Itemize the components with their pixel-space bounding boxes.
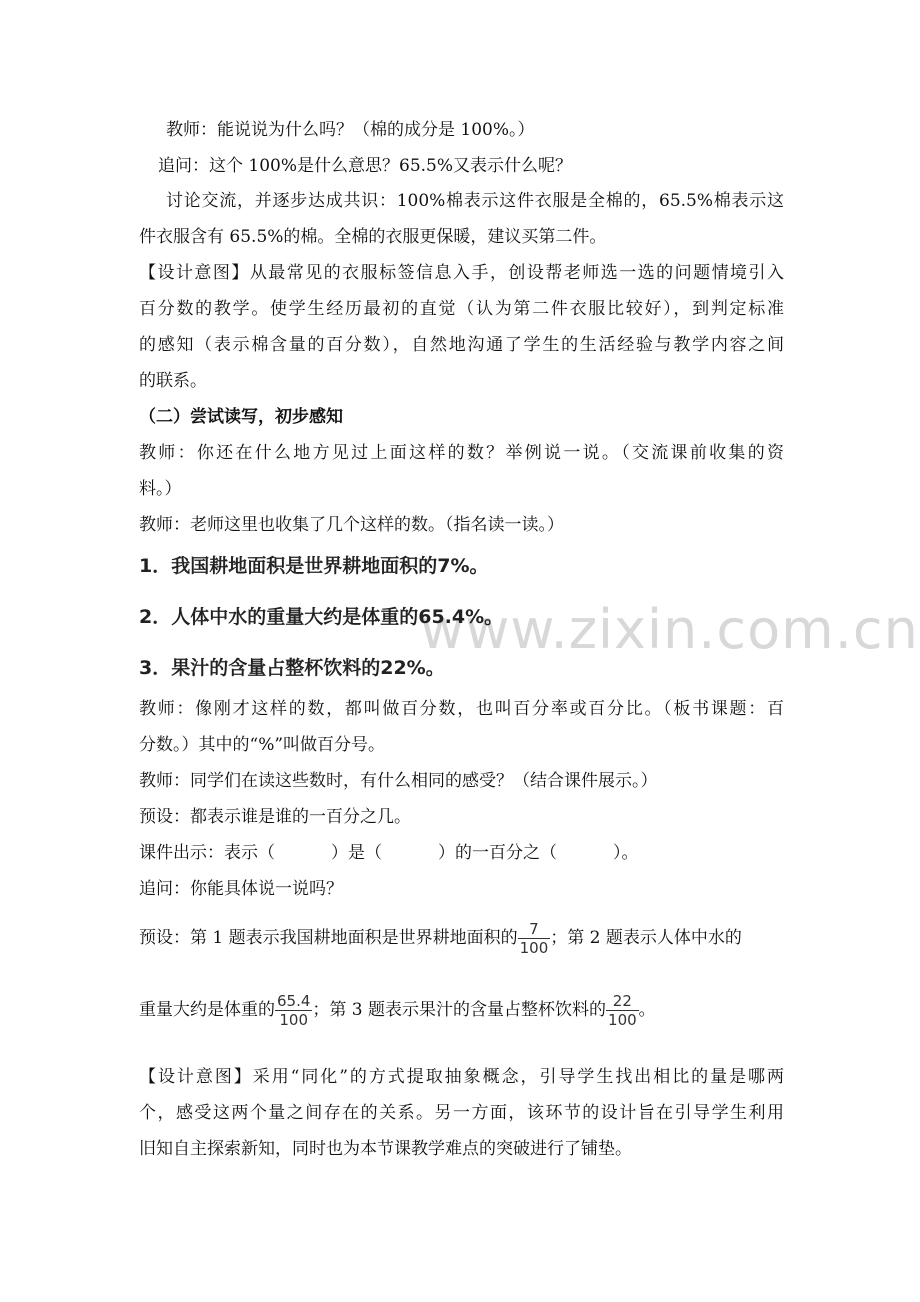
preset-explain-text-5: 。 bbox=[638, 1000, 656, 1020]
design-intent2-line2: 个，感受这两个量之间存在的关系。另一方面，该环节的设计旨在引导学生利用 bbox=[139, 1103, 784, 1123]
paragraph-definition-line1: 教师：像刚才这样的数，都叫做百分数，也叫百分率或百分比。（板书课题：百 bbox=[139, 699, 784, 719]
example-item-1: 1．我国耕地面积是世界耕地面积的7%。 bbox=[139, 555, 489, 577]
paragraph-discussion-line1: 讨论交流，并逐步达成共识：100%棉表示这件衣服是全棉的，65.5%棉表示这 bbox=[166, 191, 784, 211]
courseware-text-1: 课件出示：表示（ bbox=[139, 843, 275, 863]
preset-explain-text-4: ；第 3 题表示果汁的含量占整杯饮料的 bbox=[312, 1000, 607, 1020]
design-intent-line4: 的联系。 bbox=[139, 371, 207, 391]
design-intent-line3: 的感知（表示棉含量的百分数），自然地沟通了学生的生活经验与教学内容之间 bbox=[139, 335, 784, 355]
example-item-2: 2．人体中水的重量大约是体重的65.4%。 bbox=[139, 606, 504, 628]
paragraph-teacher-examples-line2: 料。） bbox=[139, 479, 182, 499]
paragraph-preset-explain-line2 bbox=[139, 992, 784, 1029]
design-intent2-line3: 旧知自主探索新知，同时也为本节课教学难点的突破进行了铺垫。 bbox=[139, 1139, 632, 1159]
watermark: www.zixin.com.cn bbox=[420, 598, 919, 661]
paragraph-definition-line2: 分数。）其中的“%”叫做百分号。 bbox=[139, 735, 386, 755]
fraction-7-over-100: $\frac{7}{100}$ bbox=[519, 920, 549, 957]
paragraph-teacher-why: 教师：能说说为什么吗？（棉的成分是 100%。） bbox=[166, 120, 535, 140]
paragraph-teacher-feeling: 教师：同学们在读这些数时，有什么相同的感受？（结合课件展示。） bbox=[139, 771, 658, 791]
paragraph-preset-explain-line1 bbox=[139, 920, 784, 957]
paragraph-teacher-examples-line1: 教师：你还在什么地方见过上面这样的数？举例说一说。（交流课前收集的资 bbox=[139, 443, 784, 463]
paragraph-followup-question: 追问：这个 100%是什么意思？65.5%又表示什么呢？ bbox=[158, 156, 573, 176]
paragraph-courseware bbox=[139, 841, 784, 865]
section-heading: （二）尝试读写，初步感知 bbox=[139, 407, 343, 427]
fraction-65-4-over-100: $\frac{65.4}{100}$ bbox=[277, 992, 311, 1029]
design-intent2-line1: 【设计意图】采用“同化”的方式提取抽象概念，引导学生找出相比的量是哪两 bbox=[139, 1067, 784, 1087]
paragraph-followup-explain: 追问：你能具体说一说吗？ bbox=[139, 879, 343, 899]
courseware-text-4: ）。 bbox=[613, 843, 639, 863]
preset-explain-text-1: 预设：第 1 题表示我国耕地面积是世界耕地面积的 bbox=[139, 928, 518, 948]
courseware-text-2: ）是（ bbox=[331, 843, 382, 863]
paragraph-discussion-line2: 件衣服含有 65.5%的棉。全棉的衣服更保暖，建议买第二件。 bbox=[139, 227, 607, 247]
preset-explain-text-3: 重量大约是体重的 bbox=[139, 1000, 275, 1020]
design-intent-line1: 【设计意图】从最常见的衣服标签信息入手，创设帮老师选一选的问题情境引入 bbox=[139, 263, 784, 283]
paragraph-teacher-collected: 教师：老师这里也收集了几个这样的数。（指名读一读。） bbox=[139, 515, 564, 535]
paragraph-preset: 预设：都表示谁是谁的一百分之几。 bbox=[139, 807, 411, 827]
preset-explain-text-2: ；第 2 题表示人体中水的 bbox=[550, 928, 742, 948]
fraction-22-over-100: $\frac{22}{100}$ bbox=[608, 992, 637, 1029]
design-intent-line2: 百分数的教学。使学生经历最初的直觉（认为第二件衣服比较好），到判定标准 bbox=[139, 299, 784, 319]
courseware-text-3: ）的一百分之（ bbox=[438, 843, 557, 863]
example-item-3: 3．果汁的含量占整杯饮料的22%。 bbox=[139, 657, 445, 679]
